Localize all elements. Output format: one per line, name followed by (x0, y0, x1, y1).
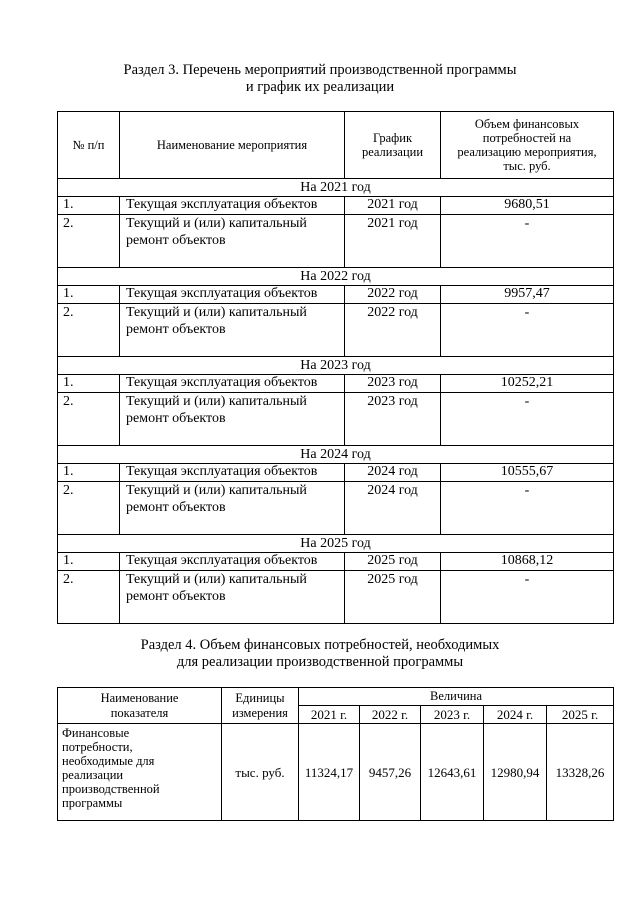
header-year: 2022 г. (360, 706, 421, 724)
section4-heading (0, 637, 640, 671)
row-num: 2. (58, 215, 120, 268)
section3-title-line2: и график их реализации (245, 79, 395, 95)
header-indicator-line2: показателя (110, 705, 169, 720)
table-row (58, 197, 614, 215)
indicator-line: Финансовые (62, 726, 130, 740)
row-amount: - (441, 482, 614, 535)
value-cell: 13328,26 (547, 724, 614, 821)
measures-table (57, 111, 614, 624)
table-row (58, 553, 614, 571)
row-name: Текущая эксплуатация объектов (120, 464, 345, 482)
header-schedule-line1: График (372, 131, 413, 145)
table-row (58, 375, 614, 393)
header-year: 2021 г. (299, 706, 360, 724)
table-row (58, 482, 614, 535)
row-name (120, 571, 345, 624)
header-schedule (345, 112, 441, 179)
table-row (58, 304, 614, 357)
header-schedule-line2: реализации (361, 145, 424, 159)
indicator-line: программы (62, 796, 123, 810)
year-label: На 2024 год (58, 446, 614, 464)
table-row (58, 571, 614, 624)
row-schedule: 2022 год (345, 304, 441, 357)
header-unit-line2: измерения (232, 705, 288, 720)
value-cell: 9457,26 (360, 724, 421, 821)
indicator-line: потребности, (62, 740, 133, 754)
row-schedule: 2024 год (345, 464, 441, 482)
year-group-row (58, 535, 614, 553)
row-name-line1: Текущий и (или) капитальный (126, 483, 307, 498)
table-row (58, 724, 614, 821)
section4-title-line1: Раздел 4. Объем финансовых потребностей, необходимых (140, 637, 500, 653)
header-volume-line4: тыс. руб. (503, 159, 551, 173)
year-group-row (58, 446, 614, 464)
section3-heading (0, 62, 640, 96)
table-row (58, 464, 614, 482)
row-num: 2. (58, 482, 120, 535)
value-cell: 11324,17 (299, 724, 360, 821)
header-unit (222, 688, 299, 724)
section3-title-line1: Раздел 3. Перечень мероприятий производственной программы (123, 62, 517, 78)
row-amount: - (441, 215, 614, 268)
header-name: Наименование мероприятия (120, 112, 345, 179)
year-label: На 2025 год (58, 535, 614, 553)
header-indicator (58, 688, 222, 724)
row-name-line2: ремонт объектов (126, 589, 226, 604)
indicator-line: реализации (62, 768, 124, 782)
year-label: На 2021 год (58, 179, 614, 197)
year-label: На 2023 год (58, 357, 614, 375)
row-name-line2: ремонт объектов (126, 500, 226, 515)
header-volume-line1: Объем финансовых (474, 117, 580, 131)
row-num: 1. (58, 553, 120, 571)
table-row (58, 286, 614, 304)
row-schedule: 2023 год (345, 393, 441, 446)
indicator-line: производственной (62, 782, 160, 796)
row-name: Текущая эксплуатация объектов (120, 197, 345, 215)
header-year: 2025 г. (547, 706, 614, 724)
section4-title-line2: для реализации производственной программы (176, 654, 464, 670)
row-name-line2: ремонт объектов (126, 322, 226, 337)
row-amount: 10868,12 (441, 553, 614, 571)
value-cell: 12643,61 (421, 724, 484, 821)
row-schedule: 2022 год (345, 286, 441, 304)
row-name-line1: Текущий и (или) капитальный (126, 216, 307, 231)
row-schedule: 2021 год (345, 197, 441, 215)
header-volume-line2: потребностей на (482, 131, 572, 145)
row-schedule: 2021 год (345, 215, 441, 268)
row-num: 2. (58, 393, 120, 446)
row-schedule: 2025 год (345, 571, 441, 624)
row-name (120, 215, 345, 268)
row-amount: - (441, 304, 614, 357)
row-name-line1: Текущий и (или) капитальный (126, 394, 307, 409)
row-num: 1. (58, 464, 120, 482)
row-name: Текущая эксплуатация объектов (120, 375, 345, 393)
row-amount: 10555,67 (441, 464, 614, 482)
indicator-name (58, 724, 222, 821)
row-name: Текущая эксплуатация объектов (120, 286, 345, 304)
table-row (58, 215, 614, 268)
row-name-line1: Текущий и (или) капитальный (126, 305, 307, 320)
header-num: № п/п (58, 112, 120, 179)
value-cell: 12980,94 (484, 724, 547, 821)
row-name-line2: ремонт объектов (126, 233, 226, 248)
header-indicator-line1: Наименование (100, 690, 179, 705)
unit-value: тыс. руб. (222, 724, 299, 821)
header-unit-line1: Единицы (235, 690, 285, 705)
header-volume-line3: реализацию мероприятия, (457, 145, 597, 159)
row-schedule: 2023 год (345, 375, 441, 393)
row-amount: 9957,47 (441, 286, 614, 304)
row-name (120, 482, 345, 535)
row-num: 1. (58, 197, 120, 215)
header-value: Величина (299, 688, 614, 706)
year-group-row (58, 268, 614, 286)
year-group-row (58, 179, 614, 197)
row-name (120, 304, 345, 357)
row-amount: - (441, 393, 614, 446)
row-amount: - (441, 571, 614, 624)
financial-table-header (58, 688, 614, 706)
row-num: 2. (58, 571, 120, 624)
measures-table-header (58, 112, 614, 179)
row-num: 1. (58, 286, 120, 304)
year-group-row (58, 357, 614, 375)
financial-needs-table (57, 687, 614, 821)
year-label: На 2022 год (58, 268, 614, 286)
row-num: 2. (58, 304, 120, 357)
row-amount: 10252,21 (441, 375, 614, 393)
row-amount: 9680,51 (441, 197, 614, 215)
row-name (120, 393, 345, 446)
table-row (58, 393, 614, 446)
row-schedule: 2024 год (345, 482, 441, 535)
row-name: Текущая эксплуатация объектов (120, 553, 345, 571)
indicator-line: необходимые для (62, 754, 155, 768)
row-schedule: 2025 год (345, 553, 441, 571)
row-name-line1: Текущий и (или) капитальный (126, 572, 307, 587)
header-year: 2023 г. (421, 706, 484, 724)
row-name-line2: ремонт объектов (126, 411, 226, 426)
row-num: 1. (58, 375, 120, 393)
header-volume (441, 112, 614, 179)
header-year: 2024 г. (484, 706, 547, 724)
